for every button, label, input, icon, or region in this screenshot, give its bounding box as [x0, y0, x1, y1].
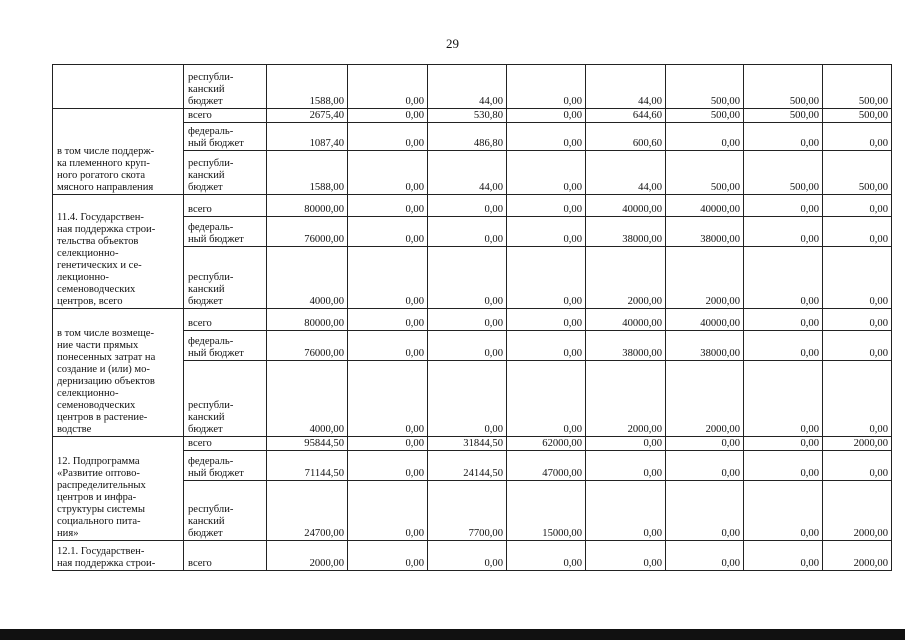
amount-cell: 0,00	[666, 481, 744, 541]
amount-cell: 0,00	[744, 331, 823, 361]
amount-cell: 0,00	[744, 437, 823, 451]
funding-source-cell: республи- канский бюджет	[184, 151, 267, 195]
amount-cell: 0,00	[586, 541, 666, 571]
amount-cell: 71144,50	[267, 451, 348, 481]
amount-cell: 40000,00	[586, 309, 666, 331]
amount-cell: 0,00	[823, 451, 892, 481]
amount-cell: 31844,50	[428, 437, 507, 451]
amount-cell: 0,00	[666, 123, 744, 151]
amount-cell: 2000,00	[823, 481, 892, 541]
amount-cell: 24700,00	[267, 481, 348, 541]
amount-cell: 0,00	[428, 361, 507, 437]
amount-cell: 0,00	[823, 195, 892, 217]
funding-source-cell: всего	[184, 195, 267, 217]
amount-cell: 644,60	[586, 109, 666, 123]
funding-source-cell: всего	[184, 109, 267, 123]
amount-cell: 2000,00	[586, 247, 666, 309]
amount-cell: 2000,00	[586, 361, 666, 437]
amount-cell: 44,00	[428, 65, 507, 109]
amount-cell: 0,00	[507, 361, 586, 437]
amount-cell: 62000,00	[507, 437, 586, 451]
program-description-cell: в том числе поддерж- ка племенного круп- ного рогатого скота мясного направления	[53, 109, 184, 195]
amount-cell: 0,00	[348, 109, 428, 123]
amount-cell: 4000,00	[267, 247, 348, 309]
amount-cell: 500,00	[744, 109, 823, 123]
amount-cell: 0,00	[348, 541, 428, 571]
table-row	[53, 109, 892, 123]
amount-cell: 2000,00	[823, 541, 892, 571]
amount-cell: 0,00	[428, 195, 507, 217]
amount-cell: 500,00	[744, 65, 823, 109]
amount-cell: 44,00	[586, 151, 666, 195]
amount-cell: 0,00	[507, 195, 586, 217]
amount-cell: 0,00	[348, 217, 428, 247]
funding-source-cell: федераль- ный бюджет	[184, 331, 267, 361]
budget-table	[52, 64, 892, 571]
amount-cell: 1588,00	[267, 151, 348, 195]
scan-bottom-edge	[0, 629, 905, 640]
funding-source-cell: республи- канский бюджет	[184, 65, 267, 109]
amount-cell: 0,00	[744, 123, 823, 151]
amount-cell: 0,00	[586, 437, 666, 451]
amount-cell: 1588,00	[267, 65, 348, 109]
funding-source-cell: федераль- ный бюджет	[184, 123, 267, 151]
amount-cell: 0,00	[348, 151, 428, 195]
amount-cell: 0,00	[428, 331, 507, 361]
amount-cell: 0,00	[348, 451, 428, 481]
amount-cell: 38000,00	[666, 331, 744, 361]
amount-cell: 80000,00	[267, 309, 348, 331]
amount-cell: 38000,00	[666, 217, 744, 247]
amount-cell: 0,00	[507, 109, 586, 123]
amount-cell: 0,00	[428, 309, 507, 331]
amount-cell: 40000,00	[586, 195, 666, 217]
amount-cell: 0,00	[744, 309, 823, 331]
amount-cell: 600,60	[586, 123, 666, 151]
funding-source-cell: федераль- ный бюджет	[184, 217, 267, 247]
funding-source-cell: федераль- ный бюджет	[184, 451, 267, 481]
amount-cell: 2000,00	[267, 541, 348, 571]
amount-cell: 0,00	[666, 451, 744, 481]
amount-cell: 0,00	[348, 437, 428, 451]
amount-cell: 2000,00	[666, 247, 744, 309]
program-description-cell: 12. Подпрограмма «Развитие оптово- распределительных центров и инфра- структуры системы социального пита- ния»	[53, 437, 184, 541]
amount-cell: 0,00	[744, 247, 823, 309]
amount-cell: 0,00	[823, 361, 892, 437]
table-row	[53, 437, 892, 451]
funding-source-cell: всего	[184, 309, 267, 331]
amount-cell: 0,00	[744, 195, 823, 217]
amount-cell: 38000,00	[586, 217, 666, 247]
amount-cell: 76000,00	[267, 331, 348, 361]
amount-cell: 0,00	[586, 481, 666, 541]
amount-cell: 0,00	[823, 123, 892, 151]
amount-cell: 40000,00	[666, 195, 744, 217]
table-row	[53, 309, 892, 331]
amount-cell: 4000,00	[267, 361, 348, 437]
amount-cell: 0,00	[507, 123, 586, 151]
amount-cell: 0,00	[823, 247, 892, 309]
amount-cell: 500,00	[744, 151, 823, 195]
amount-cell: 500,00	[666, 151, 744, 195]
amount-cell: 0,00	[348, 309, 428, 331]
amount-cell: 1087,40	[267, 123, 348, 151]
funding-source-cell: всего	[184, 437, 267, 451]
amount-cell: 0,00	[823, 217, 892, 247]
amount-cell: 0,00	[744, 361, 823, 437]
amount-cell: 486,80	[428, 123, 507, 151]
funding-source-cell: республи- канский бюджет	[184, 247, 267, 309]
amount-cell: 0,00	[744, 451, 823, 481]
amount-cell: 47000,00	[507, 451, 586, 481]
amount-cell: 0,00	[507, 541, 586, 571]
amount-cell: 0,00	[586, 451, 666, 481]
amount-cell: 7700,00	[428, 481, 507, 541]
amount-cell: 0,00	[428, 247, 507, 309]
table-row	[53, 195, 892, 217]
amount-cell: 500,00	[823, 109, 892, 123]
funding-source-cell: республи- канский бюджет	[184, 481, 267, 541]
amount-cell: 2000,00	[666, 361, 744, 437]
amount-cell: 40000,00	[666, 309, 744, 331]
amount-cell: 0,00	[744, 481, 823, 541]
amount-cell: 0,00	[744, 541, 823, 571]
amount-cell: 500,00	[666, 65, 744, 109]
amount-cell: 0,00	[666, 541, 744, 571]
funding-source-cell: республи- канский бюджет	[184, 361, 267, 437]
amount-cell: 500,00	[823, 65, 892, 109]
amount-cell: 0,00	[348, 123, 428, 151]
funding-source-cell: всего	[184, 541, 267, 571]
amount-cell: 0,00	[348, 65, 428, 109]
amount-cell: 0,00	[507, 217, 586, 247]
table-row	[53, 65, 892, 109]
amount-cell: 0,00	[507, 151, 586, 195]
amount-cell: 0,00	[507, 65, 586, 109]
program-description-cell: 12.1. Государствен- ная поддержка строи-	[53, 541, 184, 571]
amount-cell: 15000,00	[507, 481, 586, 541]
program-description-cell: 11.4. Государствен- ная поддержка строи- тельства объектов селекционно- генетических и се- лекционно- семеноводческих центров, всего	[53, 195, 184, 309]
amount-cell: 2000,00	[823, 437, 892, 451]
amount-cell: 95844,50	[267, 437, 348, 451]
amount-cell: 0,00	[666, 437, 744, 451]
amount-cell: 500,00	[666, 109, 744, 123]
amount-cell: 44,00	[428, 151, 507, 195]
amount-cell: 0,00	[348, 481, 428, 541]
amount-cell: 0,00	[348, 361, 428, 437]
program-description-cell	[53, 65, 184, 109]
amount-cell: 500,00	[823, 151, 892, 195]
amount-cell: 0,00	[744, 217, 823, 247]
amount-cell: 24144,50	[428, 451, 507, 481]
amount-cell: 0,00	[823, 331, 892, 361]
amount-cell: 80000,00	[267, 195, 348, 217]
amount-cell: 0,00	[507, 247, 586, 309]
amount-cell: 0,00	[348, 331, 428, 361]
amount-cell: 0,00	[428, 541, 507, 571]
amount-cell: 0,00	[507, 331, 586, 361]
page-number: 29	[446, 36, 459, 51]
table-row	[53, 541, 892, 571]
amount-cell: 0,00	[823, 309, 892, 331]
amount-cell: 2675,40	[267, 109, 348, 123]
amount-cell: 0,00	[348, 195, 428, 217]
amount-cell: 76000,00	[267, 217, 348, 247]
program-description-cell: в том числе возмеще- ние части прямых понесенных затрат на создание и (или) мо- дернизацию объектов селекционно- семеноводческих центров в растение- водстве	[53, 309, 184, 437]
amount-cell: 44,00	[586, 65, 666, 109]
amount-cell: 0,00	[428, 217, 507, 247]
amount-cell: 530,80	[428, 109, 507, 123]
amount-cell: 38000,00	[586, 331, 666, 361]
amount-cell: 0,00	[507, 309, 586, 331]
amount-cell: 0,00	[348, 247, 428, 309]
